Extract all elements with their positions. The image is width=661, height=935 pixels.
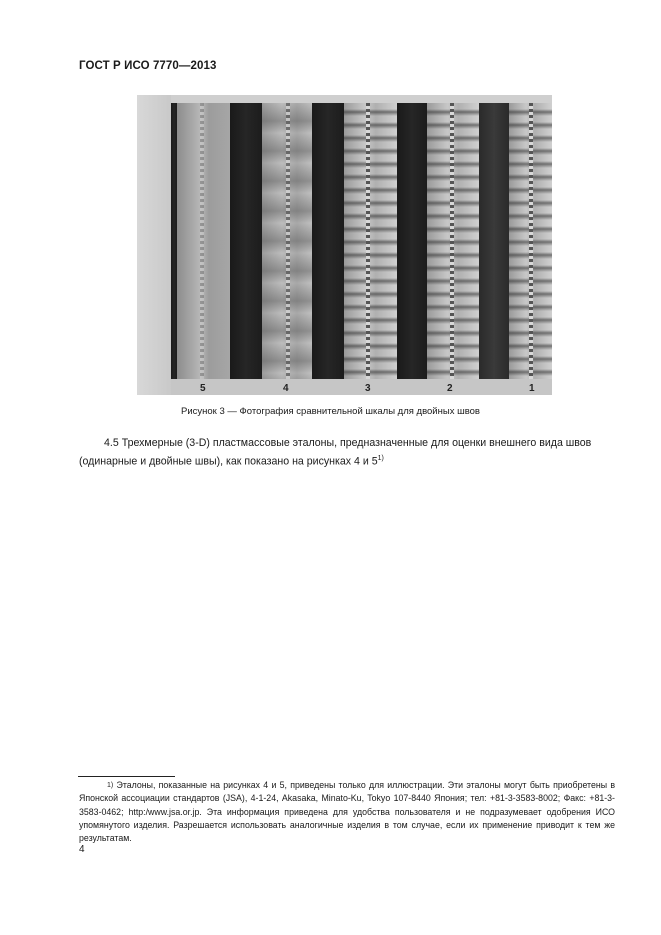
fabric-stripe-dark	[397, 103, 427, 379]
scale-label-3: 3	[365, 383, 371, 394]
figure-caption: Рисунок 3 — Фотография сравнительной шкалы для двойных швов	[181, 406, 480, 417]
paragraph-line-2	[79, 451, 619, 470]
seam-grade-4	[286, 103, 290, 379]
scale-label-5: 5	[200, 383, 206, 394]
seam-grade-5	[200, 103, 204, 379]
fabric-stripe-dark	[230, 103, 262, 379]
figure-3-photo	[137, 95, 552, 395]
fabric-stripe-grade-3	[344, 103, 397, 379]
scale-label-2: 2	[447, 383, 453, 394]
section-text-line-2: (одинарные и двойные швы), как показано на рисунках 4 и 5	[79, 455, 378, 468]
fabric-stripe-dark	[479, 103, 509, 379]
section-number: 4.5	[104, 437, 119, 449]
scale-label-band	[171, 379, 552, 395]
seam-grade-1	[529, 103, 533, 379]
section-4-5-paragraph	[79, 436, 619, 470]
document-header: ГОСТ Р ИСО 7770—2013	[79, 60, 217, 72]
footnote-text: Эталоны, показанные на рисунках 4 и 5, приведены только для иллюстрации. Эти эталоны могут быть приобретены в Японской ассоциации стандартов (JSA), 4-1-24, Akasaka, Minato-Ku, Tokyo 107-8440 Япония; тел: +81-3-3583-8002; Факс: +81-3-3583-0462; http:/www.jsa.or.jp. Эта информация приведена для удобства пользователя и не подразумевает одобрения ИСО упомянутого изделия. Разрешается использовать аналогичные изделия в том случае, если их применение приводит к тем же результатам.	[79, 780, 615, 844]
page-number: 4	[79, 844, 85, 855]
scale-label-1: 1	[529, 383, 535, 394]
section-text-line-1: Трехмерные (3-D) пластмассовые эталоны, предназначенные для оценки внешнего вида швов	[121, 437, 592, 449]
footnote-mark: 1)	[107, 782, 114, 789]
paragraph-line-1	[79, 436, 619, 451]
seam-grade-3	[366, 103, 370, 379]
footnote-divider	[78, 776, 175, 777]
footnote	[79, 779, 615, 845]
fabric-stripe-dark	[312, 103, 344, 379]
seam-grade-2	[450, 103, 454, 379]
photo-margin	[137, 95, 171, 395]
footnote-reference[interactable]: 1)	[377, 455, 384, 462]
scale-label-4: 4	[283, 383, 289, 394]
